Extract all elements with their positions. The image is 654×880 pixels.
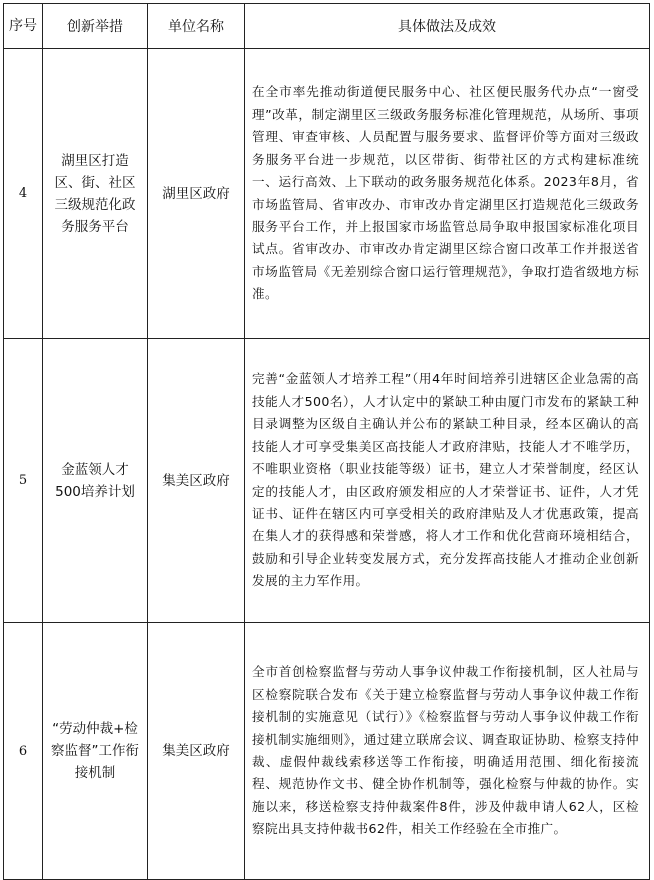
row-measure: 金蓝领人才500培养计划 [43,339,148,623]
row-result: 完善“金蓝领人才培养工程”（用4年时间培养引进辖区企业急需的高技能人才500名），人才认定中的紧缺工种由厦门市发布的紧缺工种目录调整为区级自主确认并公布的紧缺工种目录，经本区确认的高技能人才可享受集美区高技能人才政府津贴，技能人才不唯学历，不唯职业资格（职业技能等级）证书，建立人才荣誉制度，经区认定的技能人才，由区政府颁发相应的人才荣誉证书、证件，人才凭证书、证件在辖区内可享受相关的政府津贴及人才优惠政策，提高在集人才的获得感和荣誉感，将人才工作和优化营商环境相结合，鼓励和引导企业转变发展方式，充分发挥高技能人才推动企业创新发展的主力军作用。 [245,339,650,623]
measures-table [3,3,650,880]
table-row [4,623,650,880]
row-seq: 5 [4,339,43,623]
header-result: 具体做法及成效 [245,4,650,49]
header-measure: 创新举措 [43,4,148,49]
row-measure: “劳动仲裁+检察监督”工作衔接机制 [43,623,148,880]
row-seq: 4 [4,49,43,339]
table-row [4,339,650,623]
row-measure: 湖里区打造区、街、社区三级规范化政务服务平台 [43,49,148,339]
row-result: 在全市率先推动街道便民服务中心、社区便民服务代办点“一窗受理”改革，制定湖里区三级政务服务标准化管理规范，从场所、事项管理、审查审核、人员配置与服务要求、监督评价等方面对三级政务服务平台进一步规范，以区带街、街带社区的方式构建标准统一、运行高效、上下联动的政务服务规范化体系。2023年8月，省市场监管局、省审改办、市审改办肯定湖里区打造规范化三级政务服务平台工作，并上报国家市场监管总局争取申报国家标准化项目试点。省审改办、市审改办肯定湖里区综合窗口改革工作并报送省市场监管局《无差别综合窗口运行管理规范》，争取打造省级地方标准。 [245,49,650,339]
row-unit: 湖里区政府 [148,49,245,339]
header-seq: 序号 [4,4,43,49]
table-header-row [4,4,650,49]
row-unit: 集美区政府 [148,339,245,623]
row-result: 全市首创检察监督与劳动人事争议仲裁工作衔接机制，区人社局与区检察院联合发布《关于建立检察监督与劳动人事争议仲裁工作衔接机制的实施意见（试行）》《检察监督与劳动人事争议仲裁工作衔接机制实施细则》，通过建立联席会议、调查取证协助、检察支持仲裁、虚假仲裁线索移送等工作衔接，明确适用范围、细化衔接流程、规范协作文书、健全协作机制等，强化检察与仲裁的协作。实施以来，移送检察支持仲裁案件8件，涉及仲裁申请人62人，区检察院出具支持仲裁书62件，相关工作经验在全市推广。 [245,623,650,880]
row-seq: 6 [4,623,43,880]
row-unit: 集美区政府 [148,623,245,880]
header-unit: 单位名称 [148,4,245,49]
table-row [4,49,650,339]
